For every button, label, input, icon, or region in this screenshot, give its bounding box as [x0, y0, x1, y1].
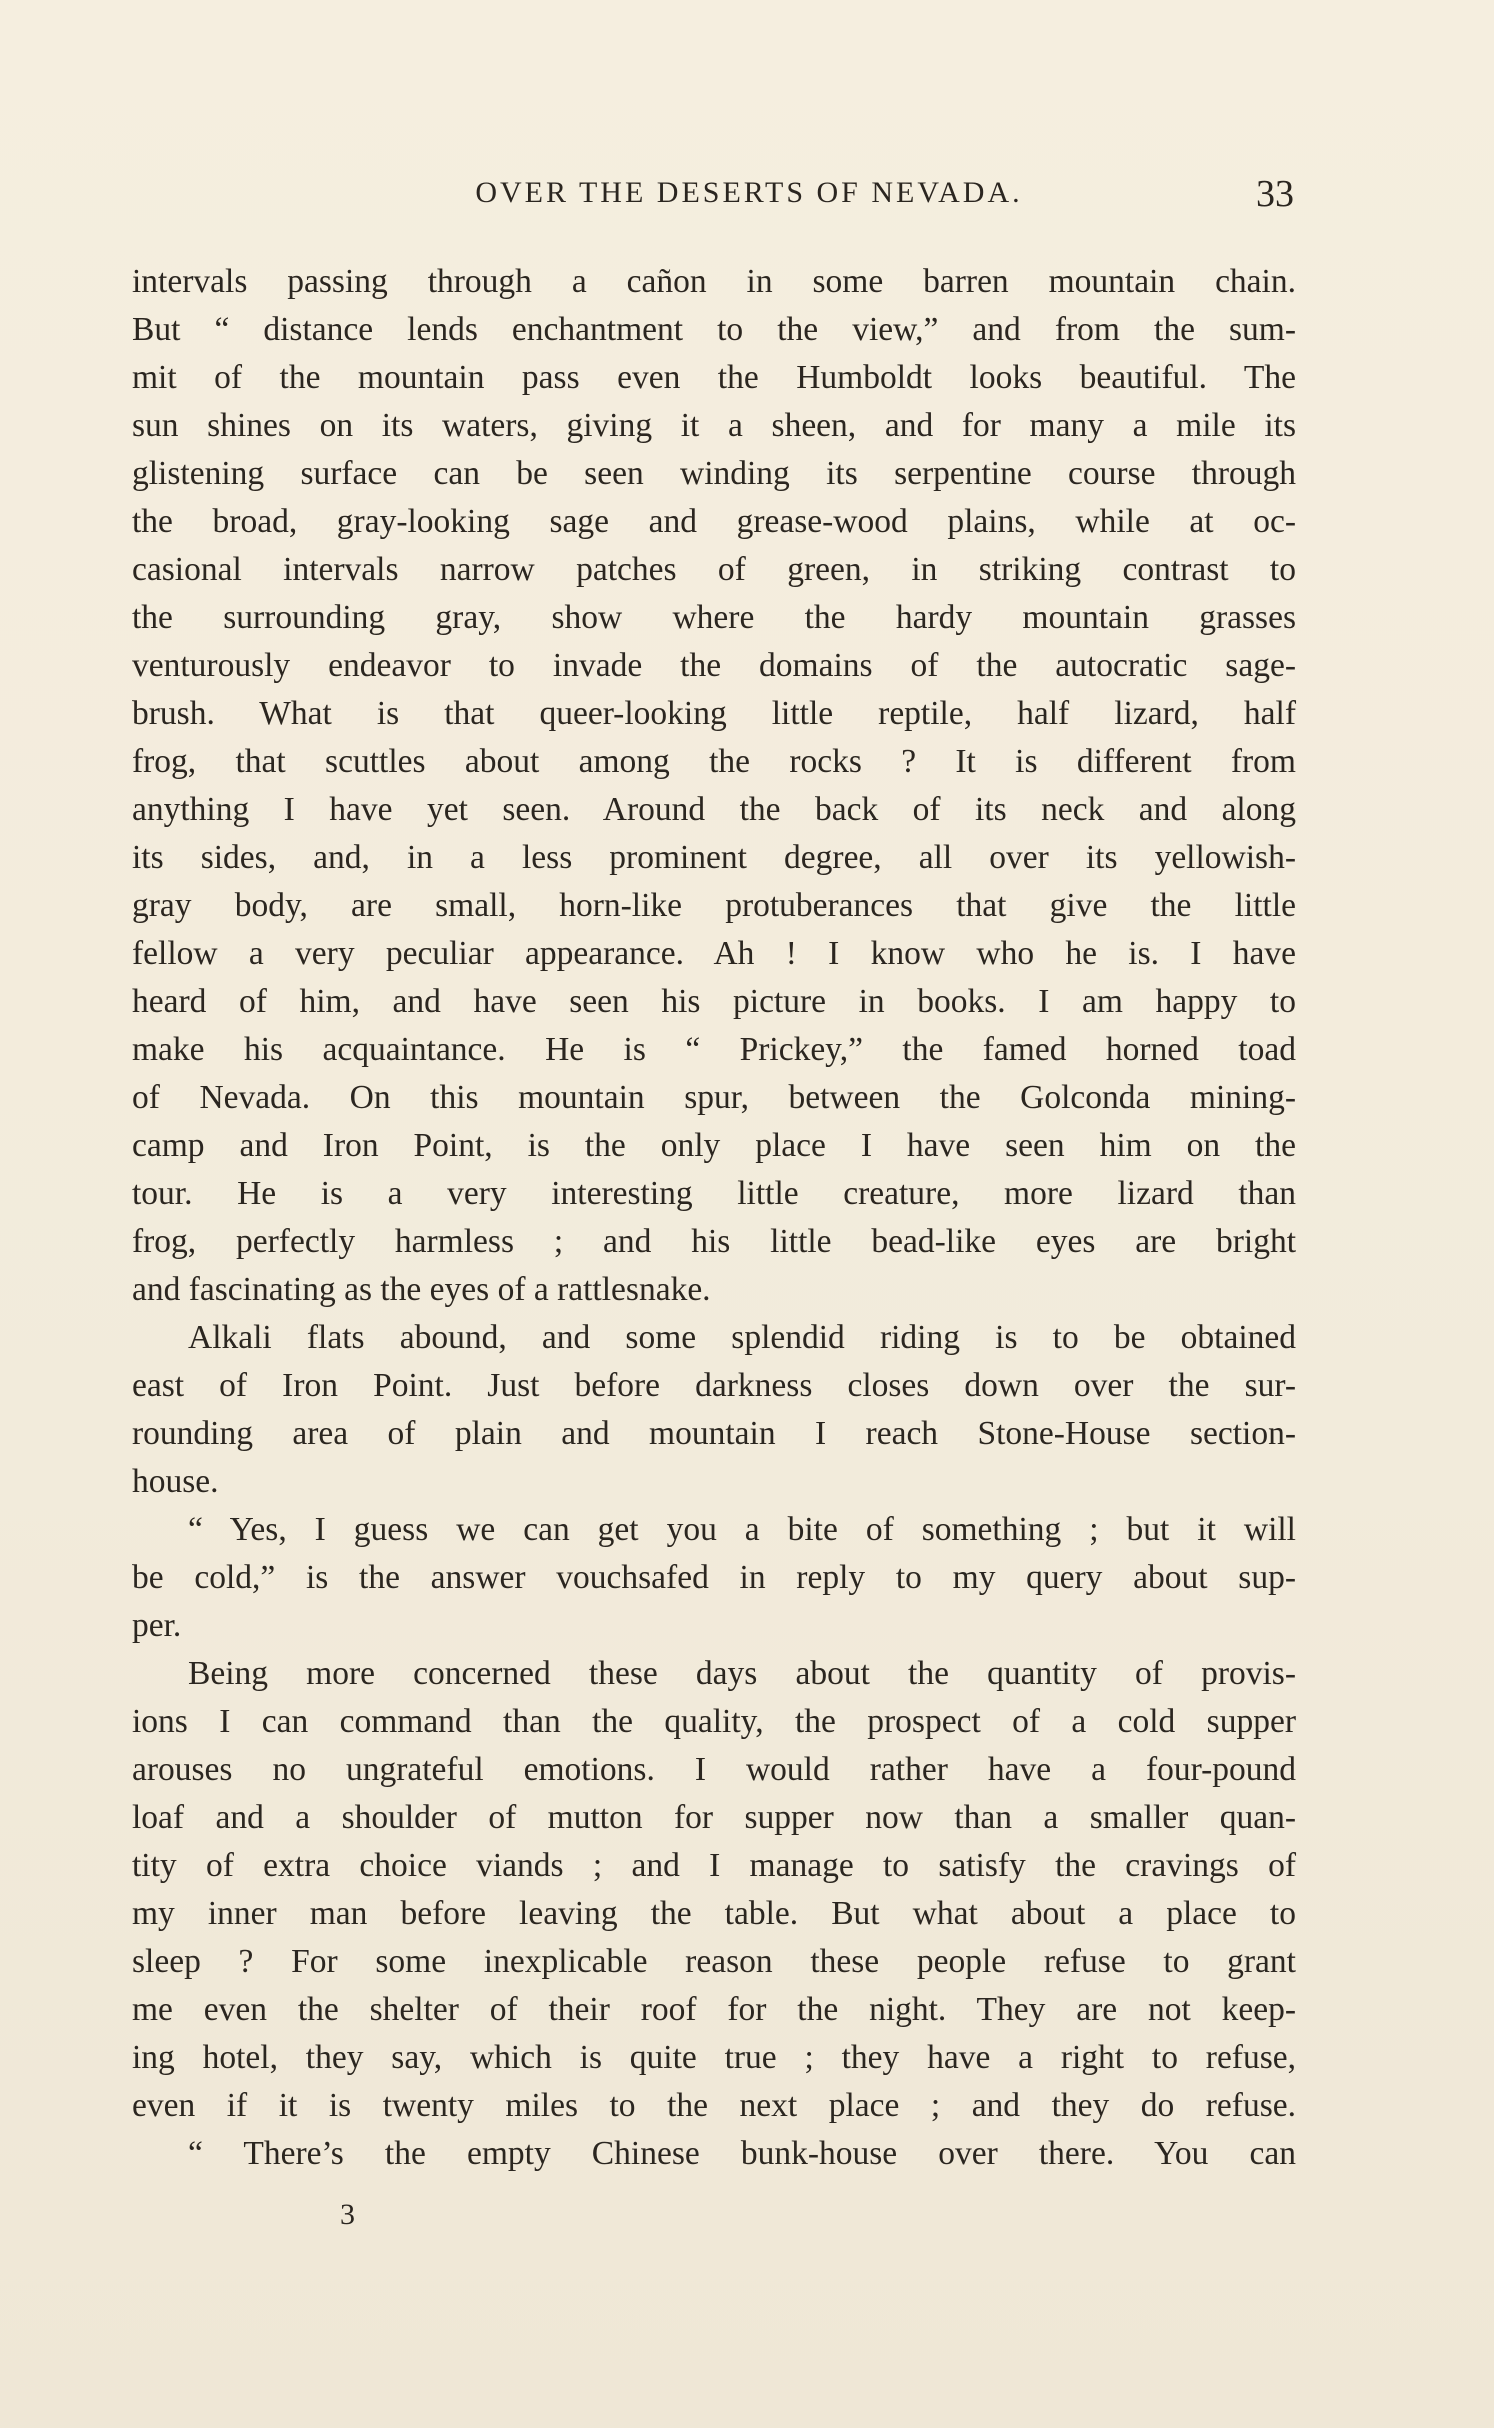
text-line: Being more concerned these days about the quantity of provis-	[188, 1655, 1296, 1692]
text-line: casional intervals narrow patches of green, in striking contrast to	[132, 551, 1296, 588]
text-line: anything I have yet seen. Around the back of its neck and along	[132, 791, 1296, 828]
text-line: me even the shelter of their roof for the night. They are not keep-	[132, 1991, 1296, 2028]
page-number: 33	[1256, 173, 1294, 215]
text-line: “ Yes, I guess we can get you a bite of something ; but it will	[188, 1511, 1296, 1548]
text-line: east of Iron Point. Just before darkness closes down over the sur-	[132, 1367, 1296, 1404]
text-line: the broad, gray-looking sage and grease-wood plains, while at oc-	[132, 503, 1296, 540]
signature-mark: 3	[340, 2198, 355, 2231]
text-line: sleep ? For some inexplicable reason these people refuse to grant	[132, 1943, 1296, 1980]
text-line: even if it is twenty miles to the next place ; and they do refuse.	[132, 2087, 1296, 2124]
text-line: house.	[132, 1463, 219, 1500]
body-text	[132, 258, 1296, 2178]
text-line: brush. What is that queer-looking little reptile, half lizard, half	[132, 695, 1296, 732]
text-line: intervals passing through a cañon in some barren mountain chain.	[132, 263, 1296, 300]
text-line: be cold,” is the answer vouchsafed in reply to my query about sup-	[132, 1559, 1296, 1596]
text-line: arouses no ungrateful emotions. I would rather have a four-pound	[132, 1751, 1296, 1788]
text-line: the surrounding gray, show where the hardy mountain grasses	[132, 599, 1296, 636]
text-line: camp and Iron Point, is the only place I have seen him on the	[132, 1127, 1296, 1164]
text-line: tour. He is a very interesting little creature, more lizard than	[132, 1175, 1296, 1212]
text-line: heard of him, and have seen his picture in books. I am happy to	[132, 983, 1296, 1020]
text-line: But “ distance lends enchantment to the view,” and from the sum-	[132, 311, 1296, 348]
text-line: frog, perfectly harmless ; and his little bead-like eyes are bright	[132, 1223, 1296, 1260]
text-line: ing hotel, they say, which is quite true ; they have a right to refuse,	[132, 2039, 1296, 2076]
text-line: “ There’s the empty Chinese bunk-house over there. You can	[188, 2135, 1296, 2172]
text-line: make his acquaintance. He is “ Prickey,” the famed horned toad	[132, 1031, 1296, 1068]
text-line: Alkali flats abound, and some splendid riding is to be obtained	[188, 1319, 1296, 1356]
running-head: OVER THE DESERTS OF NEVADA.	[475, 176, 1023, 209]
text-line: fellow a very peculiar appearance. Ah ! I know who he is. I have	[132, 935, 1296, 972]
text-line: rounding area of plain and mountain I reach Stone-House section-	[132, 1415, 1296, 1452]
text-line: its sides, and, in a less prominent degree, all over its yellowish-	[132, 839, 1296, 876]
text-line: loaf and a shoulder of mutton for supper now than a smaller quan-	[132, 1799, 1296, 1836]
text-line: of Nevada. On this mountain spur, between the Golconda mining-	[132, 1079, 1296, 1116]
text-line: mit of the mountain pass even the Humboldt looks beautiful. The	[132, 359, 1296, 396]
page-header	[132, 173, 1296, 220]
text-line: frog, that scuttles about among the rocks ? It is different from	[132, 743, 1296, 780]
text-line: venturously endeavor to invade the domains of the autocratic sage-	[132, 647, 1296, 684]
text-line: glistening surface can be seen winding its serpentine course through	[132, 455, 1296, 492]
text-line: ions I can command than the quality, the prospect of a cold supper	[132, 1703, 1296, 1740]
text-line: per.	[132, 1607, 182, 1644]
text-line: tity of extra choice viands ; and I manage to satisfy the cravings of	[132, 1847, 1296, 1884]
text-line: gray body, are small, horn-like protuberances that give the little	[132, 887, 1296, 924]
text-line: and fascinating as the eyes of a rattlesnake.	[132, 1271, 711, 1308]
text-line: sun shines on its waters, giving it a sheen, and for many a mile its	[132, 407, 1296, 444]
text-line: my inner man before leaving the table. But what about a place to	[132, 1895, 1296, 1932]
